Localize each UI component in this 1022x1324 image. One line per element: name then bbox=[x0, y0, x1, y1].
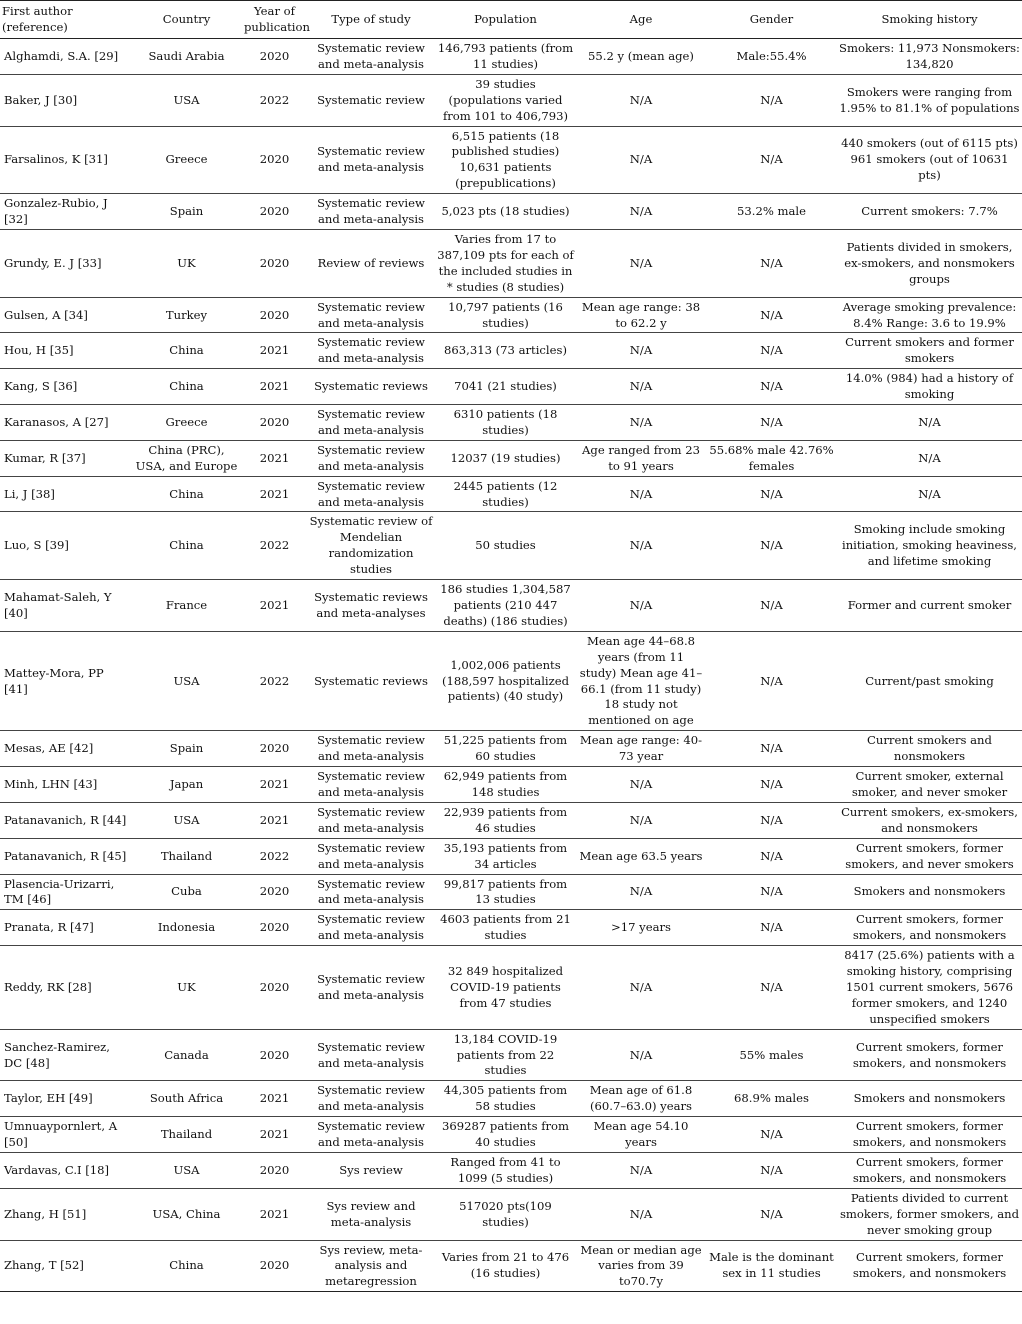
cell-smoking: Patients divided in smokers, ex-smokers, and nonsmokers groups bbox=[837, 229, 1022, 297]
cell-country: USA bbox=[131, 802, 242, 838]
cell-age: N/A bbox=[576, 405, 706, 441]
cell-population: 146,793 patients (from 11 studies) bbox=[435, 39, 576, 75]
cell-country: China bbox=[131, 369, 242, 405]
cell-author: Farsalinos, K [31] bbox=[0, 126, 131, 194]
cell-country: China (PRC), USA, and Europe bbox=[131, 440, 242, 476]
cell-smoking: Current smokers, former smokers, and nonsmokers bbox=[837, 1117, 1022, 1153]
cell-age: 55.2 y (mean age) bbox=[576, 39, 706, 75]
cell-country: Japan bbox=[131, 767, 242, 803]
cell-gender: N/A bbox=[706, 580, 837, 632]
cell-country: UK bbox=[131, 946, 242, 1030]
column-header-population: Population bbox=[435, 1, 576, 39]
cell-country: Cuba bbox=[131, 874, 242, 910]
cell-age: Mean age range: 40-73 year bbox=[576, 731, 706, 767]
cell-year: 2021 bbox=[242, 767, 307, 803]
cell-gender: N/A bbox=[706, 1117, 837, 1153]
cell-smoking: 8417 (25.6%) patients with a smoking history, comprising 1501 current smokers, 5676 former smokers, and 1240 unspecified smokers bbox=[837, 946, 1022, 1030]
cell-type: Sys review, meta-analysis and metaregression bbox=[307, 1240, 435, 1292]
cell-year: 2020 bbox=[242, 1029, 307, 1081]
cell-age: >17 years bbox=[576, 910, 706, 946]
cell-country: Greece bbox=[131, 405, 242, 441]
table-row bbox=[0, 74, 1022, 126]
table-row bbox=[0, 631, 1022, 730]
cell-smoking: Smokers were ranging from 1.95% to 81.1% of populations bbox=[837, 74, 1022, 126]
cell-author: Mattey-Mora, PP [41] bbox=[0, 631, 131, 730]
cell-type: Systematic review and meta-analysis bbox=[307, 946, 435, 1030]
cell-type: Review of reviews bbox=[307, 229, 435, 297]
cell-type: Sys review and meta-analysis bbox=[307, 1188, 435, 1240]
cell-age: Mean age range: 38 to 62.2 y bbox=[576, 297, 706, 333]
cell-year: 2020 bbox=[242, 1153, 307, 1189]
cell-smoking: Current smokers and former smokers bbox=[837, 333, 1022, 369]
cell-population: 35,193 patients from 34 articles bbox=[435, 838, 576, 874]
cell-smoking: Current smokers and nonsmokers bbox=[837, 731, 1022, 767]
cell-population: 369287 patients from 40 studies bbox=[435, 1117, 576, 1153]
cell-smoking: Smoking include smoking initiation, smoking heaviness, and lifetime smoking bbox=[837, 512, 1022, 580]
cell-country: UK bbox=[131, 229, 242, 297]
table-row bbox=[0, 1240, 1022, 1292]
table-row bbox=[0, 512, 1022, 580]
cell-year: 2021 bbox=[242, 802, 307, 838]
cell-year: 2021 bbox=[242, 1081, 307, 1117]
cell-population: 50 studies bbox=[435, 512, 576, 580]
cell-type: Systematic reviews bbox=[307, 631, 435, 730]
cell-population: 22,939 patients from 46 studies bbox=[435, 802, 576, 838]
cell-age: Mean age 54.10 years bbox=[576, 1117, 706, 1153]
cell-country: China bbox=[131, 1240, 242, 1292]
cell-age: N/A bbox=[576, 229, 706, 297]
table-row bbox=[0, 767, 1022, 803]
column-header-gender: Gender bbox=[706, 1, 837, 39]
table-row bbox=[0, 838, 1022, 874]
cell-population: 62,949 patients from 148 studies bbox=[435, 767, 576, 803]
cell-age: N/A bbox=[576, 946, 706, 1030]
table-body bbox=[0, 39, 1022, 1292]
cell-age: N/A bbox=[576, 1188, 706, 1240]
cell-gender: 53.2% male bbox=[706, 194, 837, 230]
cell-type: Systematic review and meta-analysis bbox=[307, 767, 435, 803]
table-row bbox=[0, 910, 1022, 946]
cell-population: 10,797 patients (16 studies) bbox=[435, 297, 576, 333]
cell-year: 2020 bbox=[242, 405, 307, 441]
cell-year: 2022 bbox=[242, 838, 307, 874]
cell-population: 12037 (19 studies) bbox=[435, 440, 576, 476]
cell-population: 863,313 (73 articles) bbox=[435, 333, 576, 369]
cell-age: Mean age of 61.8 (60.7–63.0) years bbox=[576, 1081, 706, 1117]
cell-year: 2020 bbox=[242, 946, 307, 1030]
cell-author: Luo, S [39] bbox=[0, 512, 131, 580]
cell-author: Minh, LHN [43] bbox=[0, 767, 131, 803]
cell-gender: 55.68% male 42.76% females bbox=[706, 440, 837, 476]
cell-author: Umnuaypornlert, A [50] bbox=[0, 1117, 131, 1153]
table-row bbox=[0, 194, 1022, 230]
cell-gender: N/A bbox=[706, 731, 837, 767]
column-header-age: Age bbox=[576, 1, 706, 39]
cell-gender: N/A bbox=[706, 126, 837, 194]
cell-country: Saudi Arabia bbox=[131, 39, 242, 75]
cell-gender: N/A bbox=[706, 229, 837, 297]
cell-gender: 68.9% males bbox=[706, 1081, 837, 1117]
cell-type: Systematic review and meta-analysis bbox=[307, 440, 435, 476]
cell-age: N/A bbox=[576, 580, 706, 632]
cell-age: N/A bbox=[576, 512, 706, 580]
table-row bbox=[0, 1153, 1022, 1189]
cell-year: 2022 bbox=[242, 74, 307, 126]
cell-gender: N/A bbox=[706, 631, 837, 730]
cell-author: Gonzalez-Rubio, J [32] bbox=[0, 194, 131, 230]
cell-author: Karanasos, A [27] bbox=[0, 405, 131, 441]
cell-smoking: Current smokers, ex-smokers, and nonsmokers bbox=[837, 802, 1022, 838]
cell-age: N/A bbox=[576, 874, 706, 910]
cell-age: N/A bbox=[576, 369, 706, 405]
table-row bbox=[0, 731, 1022, 767]
cell-gender: N/A bbox=[706, 1153, 837, 1189]
cell-year: 2020 bbox=[242, 731, 307, 767]
cell-type: Systematic review and meta-analysis bbox=[307, 838, 435, 874]
cell-author: Kang, S [36] bbox=[0, 369, 131, 405]
cell-gender: 55% males bbox=[706, 1029, 837, 1081]
cell-year: 2020 bbox=[242, 126, 307, 194]
table-row bbox=[0, 802, 1022, 838]
cell-year: 2021 bbox=[242, 333, 307, 369]
cell-country: USA bbox=[131, 74, 242, 126]
column-header-year: Year of publication bbox=[242, 1, 307, 39]
cell-gender: N/A bbox=[706, 802, 837, 838]
cell-type: Systematic review and meta-analysis bbox=[307, 910, 435, 946]
cell-country: France bbox=[131, 580, 242, 632]
cell-smoking: Current smokers: 7.7% bbox=[837, 194, 1022, 230]
cell-type: Systematic review and meta-analysis bbox=[307, 476, 435, 512]
cell-author: Patanavanich, R [45] bbox=[0, 838, 131, 874]
column-header-author: First author (reference) bbox=[0, 1, 131, 39]
cell-population: 186 studies 1,304,587 patients (210 447 deaths) (186 studies) bbox=[435, 580, 576, 632]
cell-smoking: N/A bbox=[837, 476, 1022, 512]
cell-year: 2021 bbox=[242, 580, 307, 632]
cell-author: Reddy, RK [28] bbox=[0, 946, 131, 1030]
cell-year: 2020 bbox=[242, 229, 307, 297]
table-header-row bbox=[0, 1, 1022, 39]
cell-author: Plasencia-Urizarri, TM [46] bbox=[0, 874, 131, 910]
cell-gender: N/A bbox=[706, 874, 837, 910]
cell-smoking: Smokers: 11,973 Nonsmokers: 134,820 bbox=[837, 39, 1022, 75]
cell-country: USA bbox=[131, 631, 242, 730]
cell-author: Pranata, R [47] bbox=[0, 910, 131, 946]
cell-smoking: Current smokers, former smokers, and nonsmokers bbox=[837, 1029, 1022, 1081]
cell-gender: N/A bbox=[706, 74, 837, 126]
cell-smoking: Current/past smoking bbox=[837, 631, 1022, 730]
cell-type: Systematic review and meta-analysis bbox=[307, 333, 435, 369]
cell-author: Mesas, AE [42] bbox=[0, 731, 131, 767]
cell-smoking: Patients divided to current smokers, former smokers, and never smoking group bbox=[837, 1188, 1022, 1240]
cell-year: 2021 bbox=[242, 369, 307, 405]
cell-population: 6,515 patients (18 published studies) 10,631 patients (prepublications) bbox=[435, 126, 576, 194]
cell-gender: N/A bbox=[706, 369, 837, 405]
cell-year: 2021 bbox=[242, 1117, 307, 1153]
table-row bbox=[0, 946, 1022, 1030]
cell-year: 2020 bbox=[242, 194, 307, 230]
cell-smoking: N/A bbox=[837, 405, 1022, 441]
cell-author: Zhang, T [52] bbox=[0, 1240, 131, 1292]
cell-smoking: Former and current smoker bbox=[837, 580, 1022, 632]
cell-smoking: 14.0% (984) had a history of smoking bbox=[837, 369, 1022, 405]
cell-author: Patanavanich, R [44] bbox=[0, 802, 131, 838]
cell-age: Mean or median age varies from 39 to70.7y bbox=[576, 1240, 706, 1292]
cell-smoking: Current smokers, former smokers, and never smokers bbox=[837, 838, 1022, 874]
cell-age: N/A bbox=[576, 126, 706, 194]
cell-gender: N/A bbox=[706, 476, 837, 512]
cell-type: Systematic review and meta-analysis bbox=[307, 1029, 435, 1081]
cell-age: N/A bbox=[576, 1153, 706, 1189]
cell-population: 517020 pts(109 studies) bbox=[435, 1188, 576, 1240]
cell-gender: N/A bbox=[706, 910, 837, 946]
cell-smoking: Current smokers, former smokers, and nonsmokers bbox=[837, 1153, 1022, 1189]
cell-gender: Male is the dominant sex in 11 studies bbox=[706, 1240, 837, 1292]
cell-age: Mean age 63.5 years bbox=[576, 838, 706, 874]
cell-smoking: Current smokers, former smokers, and nonsmokers bbox=[837, 1240, 1022, 1292]
cell-age: N/A bbox=[576, 333, 706, 369]
cell-author: Zhang, H [51] bbox=[0, 1188, 131, 1240]
cell-type: Systematic review and meta-analysis bbox=[307, 405, 435, 441]
cell-type: Systematic review and meta-analysis bbox=[307, 802, 435, 838]
cell-age: N/A bbox=[576, 476, 706, 512]
cell-type: Systematic review and meta-analysis bbox=[307, 297, 435, 333]
cell-author: Hou, H [35] bbox=[0, 333, 131, 369]
cell-country: USA, China bbox=[131, 1188, 242, 1240]
cell-smoking: Current smoker, external smoker, and never smoker bbox=[837, 767, 1022, 803]
cell-age: N/A bbox=[576, 802, 706, 838]
cell-population: Varies from 17 to 387,109 pts for each of the included studies in * studies (8 studies) bbox=[435, 229, 576, 297]
cell-gender: N/A bbox=[706, 297, 837, 333]
cell-author: Alghamdi, S.A. [29] bbox=[0, 39, 131, 75]
table-row bbox=[0, 874, 1022, 910]
cell-gender: N/A bbox=[706, 405, 837, 441]
cell-year: 2021 bbox=[242, 440, 307, 476]
cell-population: 1,002,006 patients (188,597 hospitalized patients) (40 study) bbox=[435, 631, 576, 730]
cell-year: 2020 bbox=[242, 297, 307, 333]
cell-country: Thailand bbox=[131, 1117, 242, 1153]
cell-age: N/A bbox=[576, 74, 706, 126]
cell-age: N/A bbox=[576, 194, 706, 230]
table-row bbox=[0, 333, 1022, 369]
cell-author: Sanchez-Ramirez, DC [48] bbox=[0, 1029, 131, 1081]
table-row bbox=[0, 405, 1022, 441]
cell-smoking: N/A bbox=[837, 440, 1022, 476]
cell-gender: N/A bbox=[706, 333, 837, 369]
table-row bbox=[0, 297, 1022, 333]
table-row bbox=[0, 39, 1022, 75]
cell-age: N/A bbox=[576, 1029, 706, 1081]
cell-population: 99,817 patients from 13 studies bbox=[435, 874, 576, 910]
table-row bbox=[0, 369, 1022, 405]
cell-smoking: Smokers and nonsmokers bbox=[837, 1081, 1022, 1117]
cell-country: Greece bbox=[131, 126, 242, 194]
cell-country: Canada bbox=[131, 1029, 242, 1081]
cell-smoking: Average smoking prevalence: 8.4% Range: 3.6 to 19.9% bbox=[837, 297, 1022, 333]
cell-type: Systematic review and meta-analysis bbox=[307, 126, 435, 194]
cell-gender: N/A bbox=[706, 838, 837, 874]
cell-type: Systematic review of Mendelian randomization studies bbox=[307, 512, 435, 580]
cell-type: Systematic review and meta-analysis bbox=[307, 731, 435, 767]
cell-year: 2020 bbox=[242, 874, 307, 910]
cell-author: Taylor, EH [49] bbox=[0, 1081, 131, 1117]
cell-population: 51,225 patients from 60 studies bbox=[435, 731, 576, 767]
cell-gender: N/A bbox=[706, 512, 837, 580]
cell-population: 39 studies (populations varied from 101 to 406,793) bbox=[435, 74, 576, 126]
cell-year: 2020 bbox=[242, 910, 307, 946]
cell-age: N/A bbox=[576, 767, 706, 803]
cell-country: China bbox=[131, 512, 242, 580]
cell-author: Li, J [38] bbox=[0, 476, 131, 512]
cell-type: Systematic review and meta-analysis bbox=[307, 1117, 435, 1153]
cell-population: 6310 patients (18 studies) bbox=[435, 405, 576, 441]
cell-author: Vardavas, C.I [18] bbox=[0, 1153, 131, 1189]
cell-type: Systematic review and meta-analysis bbox=[307, 1081, 435, 1117]
table-row bbox=[0, 1029, 1022, 1081]
cell-type: Systematic reviews bbox=[307, 369, 435, 405]
column-header-country: Country bbox=[131, 1, 242, 39]
cell-country: Thailand bbox=[131, 838, 242, 874]
cell-gender: N/A bbox=[706, 767, 837, 803]
cell-year: 2021 bbox=[242, 1188, 307, 1240]
cell-author: Baker, J [30] bbox=[0, 74, 131, 126]
cell-gender: N/A bbox=[706, 946, 837, 1030]
cell-country: China bbox=[131, 476, 242, 512]
table-row bbox=[0, 229, 1022, 297]
column-header-type: Type of study bbox=[307, 1, 435, 39]
cell-smoking: Current smokers, former smokers, and nonsmokers bbox=[837, 910, 1022, 946]
cell-type: Systematic reviews and meta-analyses bbox=[307, 580, 435, 632]
cell-country: USA bbox=[131, 1153, 242, 1189]
cell-country: Spain bbox=[131, 731, 242, 767]
table-row bbox=[0, 580, 1022, 632]
cell-population: 7041 (21 studies) bbox=[435, 369, 576, 405]
cell-population: 44,305 patients from 58 studies bbox=[435, 1081, 576, 1117]
cell-country: Turkey bbox=[131, 297, 242, 333]
cell-year: 2022 bbox=[242, 512, 307, 580]
cell-author: Mahamat-Saleh, Y [40] bbox=[0, 580, 131, 632]
cell-population: Varies from 21 to 476 (16 studies) bbox=[435, 1240, 576, 1292]
table-row bbox=[0, 1081, 1022, 1117]
table-row bbox=[0, 126, 1022, 194]
cell-gender: N/A bbox=[706, 1188, 837, 1240]
cell-type: Systematic review and meta-analysis bbox=[307, 874, 435, 910]
table-row bbox=[0, 1188, 1022, 1240]
cell-population: 32 849 hospitalized COVID-19 patients from 47 studies bbox=[435, 946, 576, 1030]
cell-smoking: 440 smokers (out of 6115 pts) 961 smokers (out of 10631 pts) bbox=[837, 126, 1022, 194]
cell-year: 2020 bbox=[242, 39, 307, 75]
column-header-smoking: Smoking history bbox=[837, 1, 1022, 39]
cell-age: Age ranged from 23 to 91 years bbox=[576, 440, 706, 476]
table-row bbox=[0, 476, 1022, 512]
cell-country: Spain bbox=[131, 194, 242, 230]
cell-author: Kumar, R [37] bbox=[0, 440, 131, 476]
cell-population: Ranged from 41 to 1099 (5 studies) bbox=[435, 1153, 576, 1189]
cell-gender: Male:55.4% bbox=[706, 39, 837, 75]
cell-population: 13,184 COVID-19 patients from 22 studies bbox=[435, 1029, 576, 1081]
cell-type: Systematic review bbox=[307, 74, 435, 126]
cell-country: South Africa bbox=[131, 1081, 242, 1117]
cell-population: 2445 patients (12 studies) bbox=[435, 476, 576, 512]
cell-age: Mean age 44–68.8 years (from 11 study) Mean age 41–66.1 (from 11 study) 18 study not mentioned on age bbox=[576, 631, 706, 730]
cell-year: 2022 bbox=[242, 631, 307, 730]
cell-type: Sys review bbox=[307, 1153, 435, 1189]
table-row bbox=[0, 440, 1022, 476]
cell-author: Grundy, E. J [33] bbox=[0, 229, 131, 297]
cell-year: 2020 bbox=[242, 1240, 307, 1292]
cell-type: Systematic review and meta-analysis bbox=[307, 194, 435, 230]
cell-year: 2021 bbox=[242, 476, 307, 512]
cell-author: Gulsen, A [34] bbox=[0, 297, 131, 333]
cell-smoking: Smokers and nonsmokers bbox=[837, 874, 1022, 910]
cell-country: Indonesia bbox=[131, 910, 242, 946]
cell-country: China bbox=[131, 333, 242, 369]
cell-population: 4603 patients from 21 studies bbox=[435, 910, 576, 946]
cell-population: 5,023 pts (18 studies) bbox=[435, 194, 576, 230]
cell-type: Systematic review and meta-analysis bbox=[307, 39, 435, 75]
table-row bbox=[0, 1117, 1022, 1153]
